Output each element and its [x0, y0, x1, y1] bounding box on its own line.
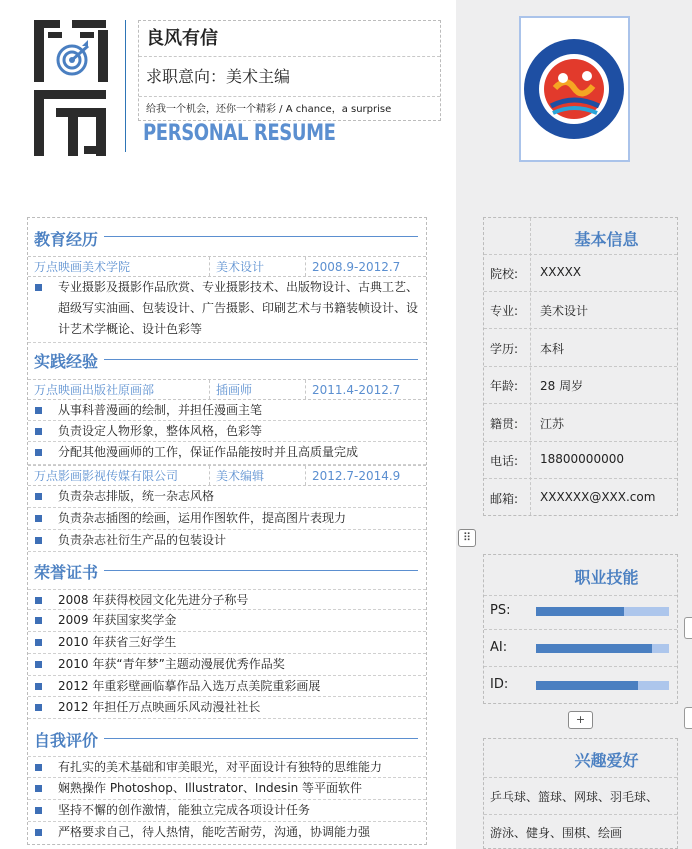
- list-item: [28, 778, 426, 800]
- education-title: 教育经历: [34, 230, 99, 249]
- skill-label: PS:: [490, 603, 511, 618]
- honor-item: 2012 年担任万点映画乐风动漫社社长: [58, 700, 261, 714]
- self-eval-item: 坚持不懈的创作激情，能独立完成各项设计任务: [58, 803, 311, 817]
- column-divider: [209, 380, 210, 399]
- applicant-name: 良风有信: [139, 21, 440, 57]
- skill-bar: [536, 644, 669, 653]
- skill-label: AI:: [490, 640, 508, 655]
- bullet-icon: [35, 597, 42, 604]
- edge-scroll-tab[interactable]: [684, 617, 692, 639]
- info-label: 学历:: [490, 342, 519, 356]
- info-label: 籍贯:: [490, 417, 519, 431]
- practice-title: 实践经验: [34, 352, 99, 371]
- info-value: XXXXXX@XXX.com: [540, 490, 656, 504]
- skills-card: [483, 554, 678, 704]
- job-intent: [139, 57, 440, 97]
- row-divider: [484, 666, 677, 667]
- bullet-icon: [35, 493, 42, 500]
- job-duty: 分配其他漫画师的工作，保证作品能按时并且高质量完成: [58, 445, 359, 459]
- job-duty: 从事科普漫画的绘制，并担任漫画主笔: [58, 403, 263, 417]
- skills-title: 职业技能: [574, 568, 639, 587]
- row-divider: [484, 595, 677, 596]
- column-divider: [209, 257, 210, 276]
- job-intent-value: 美术主编: [226, 67, 291, 86]
- self-eval-title: 自我评价: [34, 731, 99, 750]
- job-duty: 负责设定人物形象，整体风格，色彩等: [58, 424, 263, 438]
- bullet-icon: [35, 785, 42, 792]
- bullet-icon: [35, 683, 42, 690]
- list-item: [28, 697, 426, 719]
- self-eval-item: 严格要求自己，待人热情，能吃苦耐劳，沟通，协调能力强: [58, 825, 371, 839]
- list-item: [28, 632, 426, 654]
- education-info-row: [28, 256, 426, 277]
- row-divider: [484, 291, 677, 292]
- info-value: 18800000000: [540, 452, 624, 466]
- hobbies-card: [483, 738, 678, 849]
- row-divider: [484, 366, 677, 367]
- job-org: 万点影画影视传媒有限公司: [34, 469, 179, 483]
- edge-scroll-tab[interactable]: [684, 707, 692, 729]
- info-value: 江苏: [540, 417, 565, 431]
- bullet-icon: [35, 704, 42, 711]
- self-eval-underline: [104, 738, 418, 739]
- header-divider: [125, 20, 126, 152]
- job-duty: 负责杂志插图的绘画，运用作图软件，提高图片表现力: [58, 511, 347, 525]
- honor-item: 2010 年获省三好学生: [58, 635, 177, 649]
- job-period: 2011.4-2012.7: [312, 383, 401, 397]
- job-duty: 负责杂志排版，统一杂志风格: [58, 489, 215, 503]
- skill-bar-fill: [536, 681, 638, 690]
- row-divider: [484, 478, 677, 479]
- list-item: [28, 676, 426, 697]
- bullet-icon: [35, 661, 42, 668]
- column-divider: [209, 466, 210, 485]
- practice-underline: [104, 359, 418, 360]
- logo-graphic: [32, 18, 112, 158]
- row-divider: [484, 814, 677, 815]
- personal-resume-title: PERSONAL RESUME: [143, 121, 336, 146]
- skill-label: ID:: [490, 677, 509, 692]
- row-divider: [484, 441, 677, 442]
- bullet-icon: [35, 537, 42, 544]
- bullet-icon: [35, 407, 42, 414]
- row-divider: [484, 629, 677, 630]
- list-item: [28, 530, 426, 552]
- list-item: [28, 800, 426, 822]
- header-info-box: [138, 20, 441, 121]
- profile-photo[interactable]: [519, 16, 630, 162]
- add-row-button[interactable]: +: [568, 711, 593, 729]
- list-item: [28, 610, 426, 632]
- bullet-icon: [35, 764, 42, 771]
- row-divider: [484, 403, 677, 404]
- honors-underline: [104, 570, 418, 571]
- bullet-icon: [35, 284, 42, 291]
- education-major: 美术设计: [216, 260, 265, 274]
- info-label: 专业:: [490, 304, 519, 318]
- list-item: [28, 654, 426, 676]
- bullet-icon: [35, 617, 42, 624]
- education-school: 万点映画美术学院: [34, 260, 131, 274]
- row-divider: [484, 328, 677, 329]
- job-info-row: [28, 465, 426, 486]
- column-divider: [305, 257, 306, 276]
- education-underline: [104, 236, 418, 237]
- list-item: [28, 277, 426, 343]
- info-label: 院校:: [490, 267, 519, 281]
- hobbies-title: 兴趣爱好: [574, 751, 639, 770]
- list-item: [28, 421, 426, 442]
- badge-logo-image: [521, 18, 628, 160]
- job-role: 美术编辑: [216, 469, 265, 483]
- honor-item: 2009 年获国家奖学金: [58, 613, 177, 627]
- list-item: [28, 508, 426, 530]
- skill-bar-fill: [536, 607, 624, 616]
- skill-bar: [536, 681, 669, 690]
- basic-info-card: [483, 217, 678, 516]
- list-item: [28, 756, 426, 778]
- list-item: [28, 400, 426, 421]
- skill-bar: [536, 607, 669, 616]
- hobbies-line: 游泳、健身、围棋、绘画: [490, 826, 623, 840]
- honor-item: 2010 年获“青年梦”主题动漫展优秀作品奖: [58, 657, 285, 671]
- list-item: [28, 589, 426, 610]
- self-eval-item: 娴熟操作 Photoshop、Illustrator、Indesin 等平面软件: [58, 781, 363, 795]
- column-divider: [305, 380, 306, 399]
- job-duty: 负责杂志社衍生产品的包装设计: [58, 533, 227, 547]
- bullet-icon: [35, 515, 42, 522]
- info-label: 电话:: [490, 454, 519, 468]
- info-value: 28 周岁: [540, 379, 584, 393]
- info-label: 邮箱:: [490, 492, 519, 506]
- education-courses: 专业摄影及摄影作品欣赏、专业摄影技术、出版物设计、古典工艺、超级写实油画、包装设计、广告摄影、印刷艺术与书籍装帧设计、设计艺术学概论、设计色彩等: [58, 280, 419, 336]
- job-role: 插画师: [216, 383, 253, 397]
- job-intent-label: 求职意向：: [146, 67, 227, 86]
- table-move-handle-icon[interactable]: ⠿: [458, 529, 476, 547]
- bullet-icon: [35, 428, 42, 435]
- education-period: 2008.9-2012.7: [312, 260, 401, 274]
- honors-title: 荣誉证书: [34, 563, 99, 582]
- motto: 给我一个机会，还你一个精彩 / A chance，a surprise: [146, 104, 392, 115]
- bullet-icon: [35, 639, 42, 646]
- bullet-icon: [35, 449, 42, 456]
- resume-logo: [32, 18, 112, 158]
- list-item: [28, 486, 426, 508]
- basic-info-title: 基本信息: [574, 230, 639, 249]
- job-org: 万点映画出版社原画部: [34, 383, 155, 397]
- job-period: 2012.7-2014.9: [312, 469, 401, 483]
- resume-main-column: [27, 217, 427, 845]
- hobbies-line: 乒乓球、篮球、网球、羽毛球、: [490, 790, 659, 804]
- list-item: [28, 442, 426, 465]
- row-divider: [484, 254, 677, 255]
- self-eval-item: 有扎实的美术基础和审美眼光，对平面设计有独特的思维能力: [58, 760, 383, 774]
- skill-bar-fill: [536, 644, 652, 653]
- info-value: 本科: [540, 342, 565, 356]
- column-divider: [305, 466, 306, 485]
- bullet-icon: [35, 807, 42, 814]
- honor-item: 2008 年获得校园文化先进分子称号: [58, 593, 249, 607]
- list-item: [28, 822, 426, 844]
- info-value: XXXXX: [540, 265, 582, 279]
- bullet-icon: [35, 829, 42, 836]
- row-divider: [484, 777, 677, 778]
- info-label: 年龄:: [490, 379, 519, 393]
- info-value: 美术设计: [540, 304, 589, 318]
- honor-item: 2012 年重彩壁画临摹作品入选万点美院重彩画展: [58, 679, 321, 693]
- job-info-row: [28, 379, 426, 400]
